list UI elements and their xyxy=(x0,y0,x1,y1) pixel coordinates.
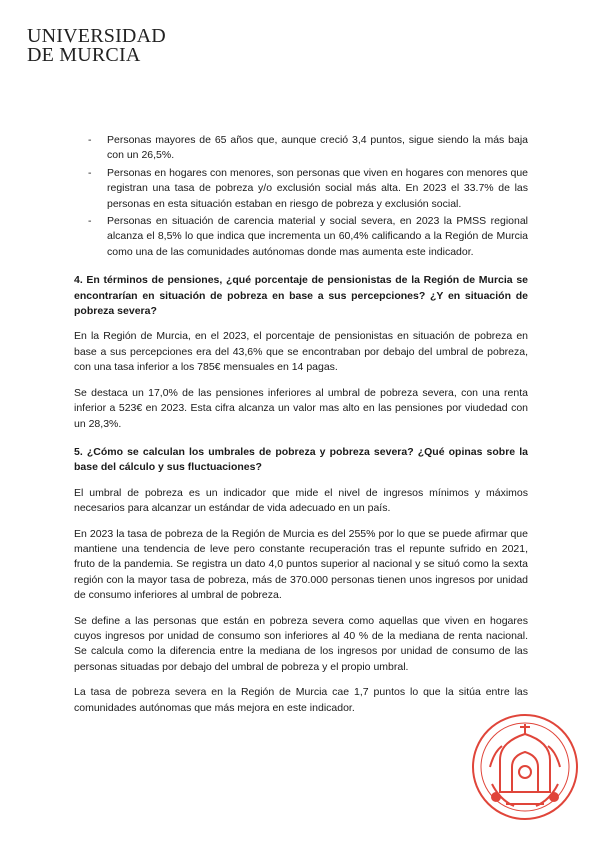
list-item xyxy=(88,214,528,260)
bullet-dash: - xyxy=(88,215,92,228)
logo-line-1: UNIVERSIDAD xyxy=(27,25,166,47)
logo-line-2: DE MURCIA xyxy=(27,44,141,66)
bullet-text: Personas en hogares con menores, son personas que viven en hogares con menores que registran una tasa de pobreza y/o exclusión social más alta. En 2023 el 33.7% de las personas en esta situación estaban en riesgo de pobreza y exclusión social. xyxy=(107,166,528,210)
section-5-paragraph: La tasa de pobreza severa en la Región de Murcia cae 1,7 puntos lo que la sitúa entre las comunidades autónomas que más mejora en este indicador. xyxy=(74,686,528,714)
section-5-paragraph: En 2023 la tasa de pobreza de la Región de Murcia es del 255% por lo que se puede afirmar que mantiene una tendencia de leve pero constante recuperación tras el repunte sufrido en 2021, fruto de la pandemia. Se registra un dato 4,0 puntos superior al nacional y se situó como la sexta región con la mayor tasa de pobreza, más de 370.000 personas tienen unos ingresos por unidad de consumo inferiores al umbral de pobreza. xyxy=(74,527,528,602)
university-seal-icon xyxy=(470,712,580,822)
bullet-text: Personas en situación de carencia material y social severa, en 2023 la PMSS regional alcanza el 8,5% lo que indica que incrementa un 60,4% calificando a la Región de Murcia como una de las comunidades autónomas donde mas aumenta este indicador. xyxy=(107,215,528,258)
bullet-list xyxy=(74,133,528,260)
section-4-paragraph: En la Región de Murcia, en el 2023, el porcentaje de pensionistas en situación de pobreza en base a sus percepciones era del 43,6% que se encontraban por debajo del umbral de pobreza, con una tasa inferior a los 785€ mensuales en 14 pagas. xyxy=(74,330,528,374)
university-logo xyxy=(27,27,166,65)
document-body xyxy=(74,133,528,726)
list-item xyxy=(88,133,528,164)
bullet-text: Personas mayores de 65 años que, aunque creció 3,4 puntos, sigue siendo la más baja con un 26,5%. xyxy=(107,134,528,162)
list-item xyxy=(88,166,528,212)
section-5-paragraph: Se define a las personas que están en pobreza severa como aquellas que viven en hogares cuyos ingresos por unidad de consumo son inferiores al 40 % de la mediana de renta nacional. Se calcula como la diferencia entre la mediana de los ingresos por unidad de consumo de las personas situadas por debajo del umbral de pobreza y el propio umbral. xyxy=(74,614,528,673)
section-4-heading: 4. En términos de pensiones, ¿qué porcentaje de pensionistas de la Región de Murcia se encontrarían en situación de pobreza en base a sus percepciones? ¿Y en situación de pobreza severa? xyxy=(74,274,528,318)
bullet-dash: - xyxy=(88,166,92,179)
bullet-dash: - xyxy=(88,134,92,146)
section-5-heading: 5. ¿Cómo se calculan los umbrales de pobreza y pobreza severa? ¿Qué opinas sobre la base del cálculo y sus fluctuaciones? xyxy=(74,445,528,474)
section-4-paragraph: Se destaca un 17,0% de las pensiones inferiores al umbral de pobreza severa, con una renta inferior a 523€ en 2023. Esta cifra alcanza un valor mas alto en las pensiones por viudedad con un 28,3%. xyxy=(74,386,528,430)
section-5-paragraph: El umbral de pobreza es un indicador que mide el nivel de ingresos mínimos y máximos necesarios para alcanzar un estándar de vida adecuado en un país. xyxy=(74,486,528,515)
